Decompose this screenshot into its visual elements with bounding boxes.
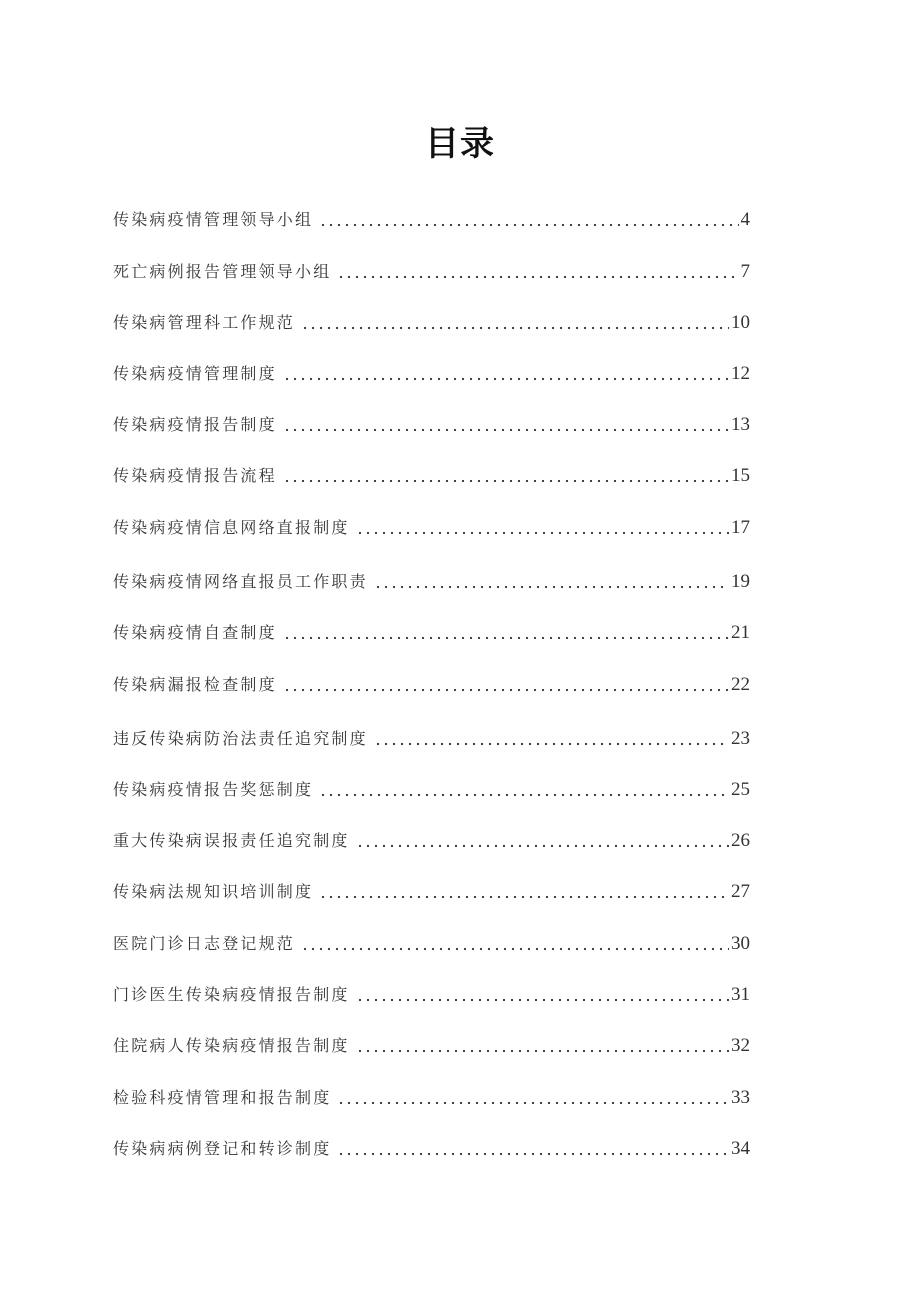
toc-entry-label: 传染病疫情管理制度 (113, 364, 277, 383)
toc-entry[interactable] (113, 775, 750, 801)
toc-entry[interactable] (113, 513, 750, 539)
toc-entry-label: 传染病疫情自查制度 (113, 623, 277, 642)
toc-dot-leader (301, 947, 729, 951)
toc-entry-page: 7 (740, 261, 750, 282)
toc-entry-page: 25 (731, 779, 750, 800)
toc-entry-page: 17 (731, 517, 750, 538)
toc-entry[interactable] (113, 1031, 750, 1057)
toc-dot-leader (319, 895, 729, 899)
toc-entry-page: 19 (731, 571, 750, 592)
toc-entry[interactable] (113, 205, 750, 231)
toc-entry-page: 30 (731, 933, 750, 954)
toc-dot-leader (283, 479, 729, 483)
toc-entry[interactable] (113, 1083, 750, 1109)
toc-entry[interactable] (113, 257, 750, 283)
toc-entry[interactable] (113, 567, 750, 593)
toc-dot-leader (337, 1152, 729, 1156)
toc-entry-label: 传染病疫情报告流程 (113, 466, 277, 485)
toc-entry-label: 传染病法规知识培训制度 (113, 882, 314, 901)
toc-entry-label: 检验科疫情管理和报告制度 (113, 1088, 332, 1107)
toc-entry[interactable] (113, 618, 750, 644)
toc-entry-label: 传染病管理科工作规范 (113, 313, 296, 332)
toc-entry-label: 违反传染病防治法责任追究制度 (113, 729, 368, 748)
toc-entry-page: 12 (731, 363, 750, 384)
toc-entry-page: 15 (731, 465, 750, 486)
toc-entry-page: 22 (731, 674, 750, 695)
toc-dot-leader (374, 742, 729, 746)
toc-entry[interactable] (113, 980, 750, 1006)
toc-dot-leader (356, 844, 729, 848)
toc-entry-page: 26 (731, 830, 750, 851)
toc-entry-page: 21 (731, 622, 750, 643)
toc-entry-label: 死亡病例报告管理领导小组 (113, 262, 332, 281)
toc-dot-leader (356, 1049, 729, 1053)
toc-entry-label: 传染病疫情报告奖惩制度 (113, 780, 314, 799)
toc-dot-leader (374, 585, 729, 589)
toc-entry-page: 31 (731, 984, 750, 1005)
toc-entry-label: 传染病疫情报告制度 (113, 415, 277, 434)
toc-entry-page: 33 (731, 1087, 750, 1108)
toc-entry-page: 23 (731, 728, 750, 749)
toc-entry-label: 传染病疫情网络直报员工作职责 (113, 572, 368, 591)
toc-entry[interactable] (113, 877, 750, 903)
toc-entry-label: 传染病漏报检查制度 (113, 675, 277, 694)
toc-entry[interactable] (113, 359, 750, 385)
toc-entry[interactable] (113, 461, 750, 487)
toc-dot-leader (283, 428, 729, 432)
toc-dot-leader (337, 275, 738, 279)
toc-dot-leader (337, 1101, 729, 1105)
toc-dot-leader (283, 636, 729, 640)
table-of-contents (113, 0, 750, 1302)
toc-dot-leader (319, 793, 729, 797)
toc-dot-leader (283, 688, 729, 692)
toc-entry-page: 32 (731, 1035, 750, 1056)
toc-entry-label: 重大传染病误报责任追究制度 (113, 831, 350, 850)
toc-entry-label: 门诊医生传染病疫情报告制度 (113, 985, 350, 1004)
toc-dot-leader (356, 998, 729, 1002)
toc-entry[interactable] (113, 1134, 750, 1160)
toc-entry-label: 住院病人传染病疫情报告制度 (113, 1036, 350, 1055)
toc-entry-page: 4 (740, 209, 750, 230)
toc-entry[interactable] (113, 410, 750, 436)
toc-entry[interactable] (113, 826, 750, 852)
toc-dot-leader (356, 531, 729, 535)
toc-dot-leader (283, 377, 729, 381)
toc-entry-label: 传染病病例登记和转诊制度 (113, 1139, 332, 1158)
toc-entry[interactable] (113, 308, 750, 334)
toc-entry[interactable] (113, 670, 750, 696)
toc-entry[interactable] (113, 929, 750, 955)
toc-entry-label: 传染病疫情信息网络直报制度 (113, 518, 350, 537)
toc-entry-page: 27 (731, 881, 750, 902)
toc-entry[interactable] (113, 724, 750, 750)
toc-entry-label: 传染病疫情管理领导小组 (113, 210, 314, 229)
page-title: 目录 (425, 124, 495, 164)
toc-dot-leader (301, 326, 729, 330)
toc-entry-page: 13 (731, 414, 750, 435)
toc-entry-page: 34 (731, 1138, 750, 1159)
toc-entry-label: 医院门诊日志登记规范 (113, 934, 296, 953)
toc-dot-leader (319, 223, 738, 227)
toc-entry-page: 10 (731, 312, 750, 333)
